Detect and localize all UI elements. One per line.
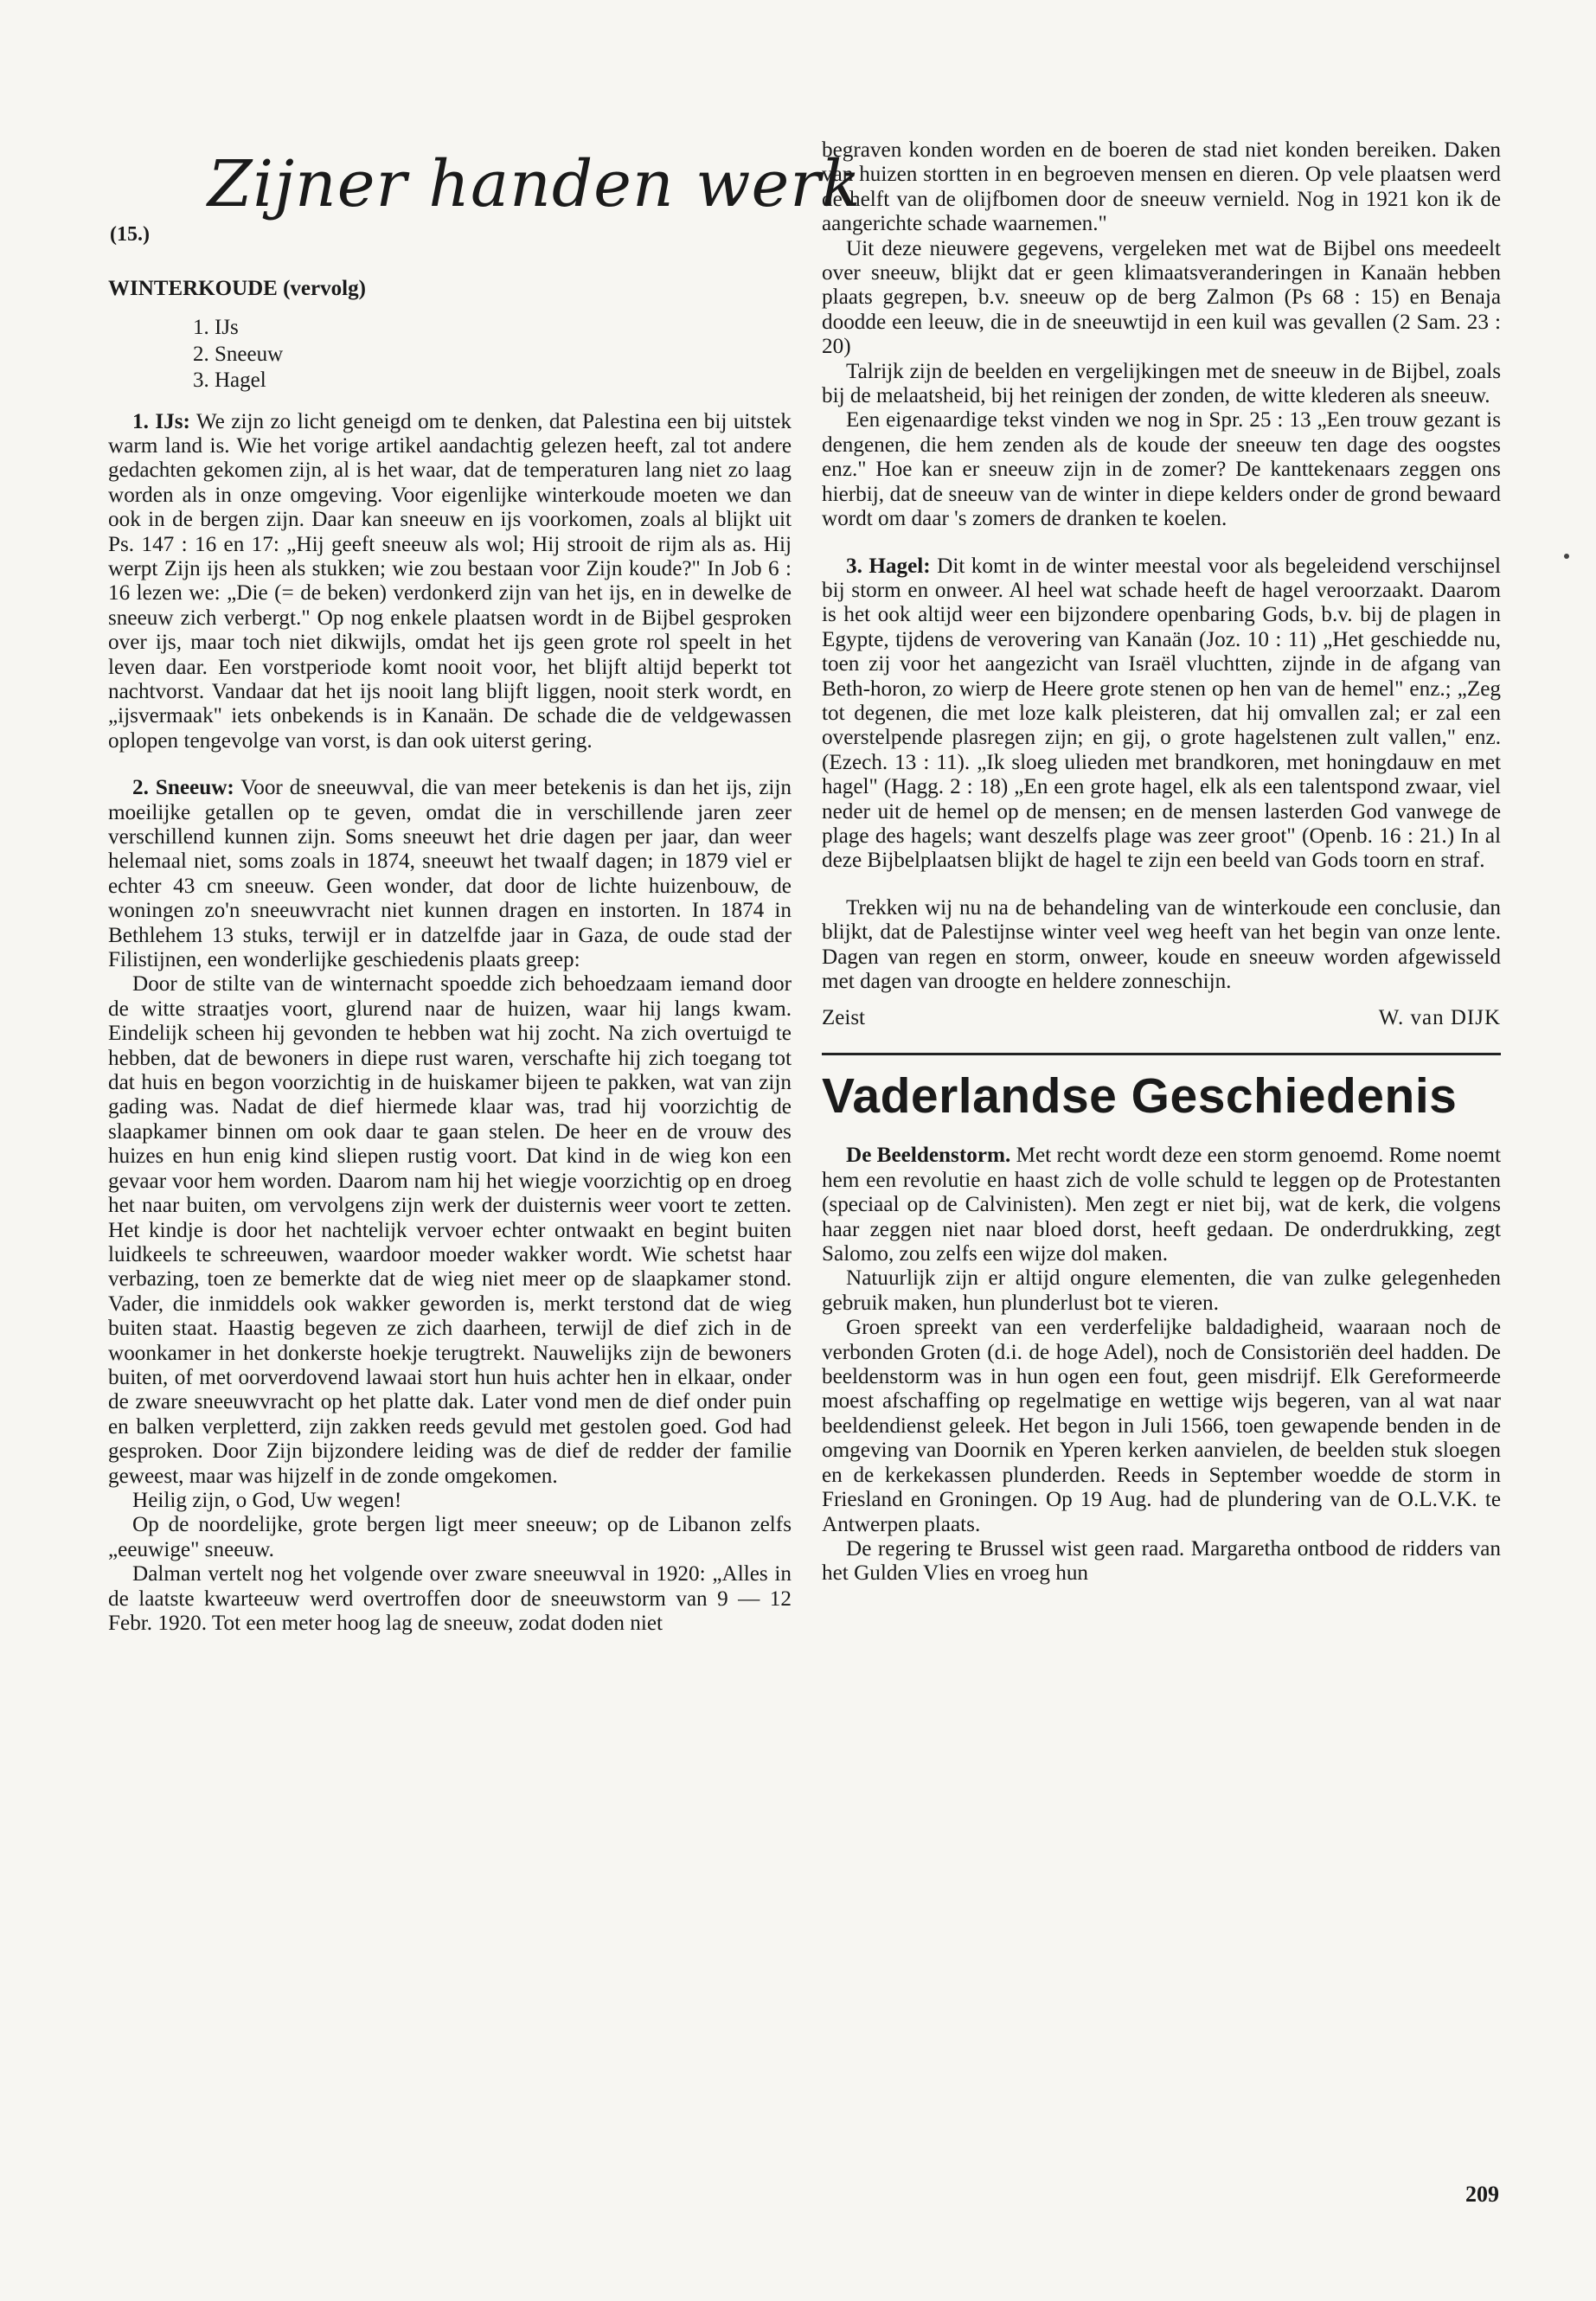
paragraph xyxy=(822,896,1501,995)
article-title: Zijner handen werk xyxy=(208,147,862,221)
paragraph-text: Heilig zijn, o God, Uw wegen! xyxy=(132,1488,402,1512)
paragraph-gap xyxy=(108,753,792,776)
page-number: 209 xyxy=(1465,2182,1499,2207)
paragraph-text: Op de noordelijke, grote bergen ligt meer sneeuw; op de Libanon zelfs „eeuwige" sneeuw. xyxy=(108,1513,792,1561)
paragraph xyxy=(822,554,1501,874)
paragraph-lead: 2. Sneeuw: xyxy=(132,776,234,800)
paragraph-text: Met recht wordt deze een storm genoemd. Rome noemt hem een revolutie en haast zich de volle schuld te leggen op de Protestanten (speciaal op de Calvinisten). Men zegt er niet bij, wat de kerk, die volgens haar zeggen niet naar bloed dorst, heeft gedaan. De onderdrukking, zegt Salomo, zou zelfs een wijze dol maken. xyxy=(822,1144,1501,1266)
paragraph-text: Een eigenaardige tekst vinden we nog in Spr. 25 : 13 „Een trouw gezant is dengenen, die hem zenden als de koude der sneeuw ten dage des oogstes enz." Hoe kan er sneeuw zijn in de zomer? De kanttekenaars zeggen ons hierbij, dat de sneeuw van de winter in diepe kelders onder de grond bewaard wordt om daar 's zomers de dranken te koelen. xyxy=(822,408,1501,531)
topic-item: 3. Hagel xyxy=(193,369,266,392)
paragraph-text: Natuurlijk zijn er altijd ongure elementen, die van zulke gelegenheden gebruik maken, hun plunderlust bot te vieren. xyxy=(822,1266,1501,1315)
paragraph-lead: 3. Hagel: xyxy=(846,554,931,578)
paragraph-text: Talrijk zijn de beelden en vergelijkingen met de sneeuw in de Bijbel, zoals bij de melaatsheid, bij het reinigen der zonden, de witte klederen als sneeuw. xyxy=(822,359,1501,408)
section-title: Vaderlandse Geschiedenis xyxy=(822,1068,1458,1125)
paragraph xyxy=(108,972,792,1489)
paragraph xyxy=(822,1537,1501,1586)
paragraph-text: Uit deze nieuwere gegevens, vergeleken met wat de Bijbel ons meedeelt over sneeuw, blijkt dat er geen klimaatsveranderingen in Kanaän hebben plaats gegrepen, b.v. sneeuw op de berg Zalmon (Ps 68 : 15) en Benaja doodde een leeuw, die in de sneeuwtijd in een kuil was gevallen (2 Sam. 23 : 20) xyxy=(822,236,1501,359)
signature-place: Zeist xyxy=(822,1006,865,1030)
topic-list xyxy=(193,315,792,394)
article-subtitle: WINTERKOUDE (vervolg) xyxy=(108,277,366,300)
paragraph xyxy=(108,1562,792,1636)
section-divider xyxy=(822,1053,1501,1055)
paragraph xyxy=(822,1144,1501,1266)
margin-speck xyxy=(1564,554,1569,559)
section-body xyxy=(822,1144,1501,1586)
paragraph-text: Voor de sneeuwval, die van meer betekenis is dan het ijs, zijn moeilijke getallen op te geven, omdat die in verschillende jaren zeer verschillend kunnen zijn. Soms sneeuwt het drie dagen per jaar, dan weer helemaal niet, soms zoals in 1874, sneeuwt het twaalf dagen; in 1879 viel er echter 43 cm sneeuw. Geen wonder, dat door de lichte huizenbouw, de woningen zo'n sneeuwvracht niet kunnen dragen en instorten. In 1874 in Bethlehem 13 stuks, terwijl er in datzelfde jaar in Gaza, de oude stad der Filistijnen, een wonderlijke geschiedenis plaats greep: xyxy=(108,776,792,972)
paragraph xyxy=(822,408,1501,531)
left-column-body xyxy=(108,410,792,1637)
right-column xyxy=(822,138,1501,1586)
signature-line xyxy=(822,1006,1501,1030)
paragraph-text: Trekken wij nu na de behandeling van de winterkoude een conclusie, dan blijkt, dat de Palestijnse winter veel weg heeft van het begin van onze lente. Dagen van regen en storm, onweer, koude en sneeuw worden afgewisseld met dagen van droogte en heldere zonneschijn. xyxy=(822,895,1501,993)
topic-item: 2. Sneeuw xyxy=(193,342,284,366)
paragraph-lead: 1. IJs: xyxy=(132,409,190,433)
signature-author: W. van DIJK xyxy=(1378,1006,1501,1030)
paragraph xyxy=(822,1266,1501,1316)
paragraph xyxy=(822,138,1501,237)
paragraph xyxy=(822,1316,1501,1537)
paragraph-text: De regering te Brussel wist geen raad. Margaretha ontbood de ridders van het Gulden Vlies en vroeg hun xyxy=(822,1536,1501,1586)
paragraph-gap xyxy=(822,874,1501,896)
paragraph-gap xyxy=(822,532,1501,554)
paragraph-text: Dalman vertelt nog het volgende over zware sneeuwval in 1920: „Alles in de laatste kwarteeuw werd overtroffen door de sneeuwstorm van 9 — 12 Febr. 1920. Tot een meter hoog lag de sneeuw, zodat doden niet xyxy=(108,1562,792,1635)
paragraph-lead: De Beeldenstorm. xyxy=(846,1144,1011,1168)
paragraph xyxy=(108,776,792,972)
paragraph-text: We zijn zo licht geneigd om te denken, dat Palestina een bij uitstek warm land is. Wie het vorige artikel aandachtig gelezen heeft, zal tot andere gedachten gekomen zijn, al is het waar, dat de temperaturen lang niet zo laag worden als in onze omgeving. Voor eigenlijke winterkoude moeten we dan ook in de bergen zijn. Daar kan sneeuw en ijs voorkomen, zoals al blijkt uit Ps. 147 : 16 en 17: „Hij geeft sneeuw als wol; Hij strooit de rijm als as. Hij werpt Zijn ijs heen als stukken; wie zou bestaan voor Zijn koude?" In Job 6 : 16 lezen we: „Die (= de beken) verdonkerd zijn van het ijs, en in dewelke de sneeuw zich verbergt." Op nog enkele plaatsen wordt in de Bijbel gesproken over ijs, maar toch niet dikwijls, omdat het ijs geen grote rol speelt in het leven daar. Een vorstperiode komt nooit voor, het blijft altijd beperkt tot nachtvorst. Vandaar dat het ijs nooit lang blijft liggen, nooit sterk wordt, en „ijsvermaak" iets onbekends is in Kanaän. De schade die de veldgewassen oplopen tengevolge van vorst, is dan ook uiterst gering. xyxy=(108,409,792,753)
paragraph-text: begraven konden worden en de boeren de stad niet konden bereiken. Daken van huizen stortten in en begroeven mensen en dieren. Op vele plaatsen werd de helft van de olijfbomen door de sneeuw vernield. Nog in 1921 kon ik de aangerichte schade waarnemen." xyxy=(822,138,1501,236)
paragraph xyxy=(108,1513,792,1562)
paragraph xyxy=(108,1489,792,1513)
article-header xyxy=(108,138,862,277)
paragraph-text: Groen spreekt van een verderfelijke baldadigheid, waaraan noch de verbonden Groten (d.i. de hoge Adel), noch de Consistoriën deel hadden. De beeldenstorm was in hun ogen een fout, geen misdrijf. Elk Gereformeerde moest afschaffing op regelmatige en wettige wijs begeren, van al wat naar beeldendienst geleek. Het begon in Juli 1566, toen gewapende benden in de omgeving van Doornik en Yperen kerken aanvielen, de beelden stuk sloegen en de kerkekassen plunderden. Reeds in September woedde de storm in Friesland en Groningen. Op 19 Aug. had de plundering van de O.L.V.K. te Antwerpen plaats. xyxy=(822,1316,1501,1536)
paragraph xyxy=(108,410,792,754)
paragraph-text: Door de stilte van de winternacht spoedde zich behoedzaam iemand door de witte straatjes voort, glurend naar de huizen, waar hij langs kwam. Eindelijk scheen hij gevonden te hebben wat hij zocht. Na zich overtuigd te hebben, dat de bewoners in diepe rust waren, verschafte hij zich toegang tot dat huis en begon voorzichtig in de huiskamer bijeen te pakken, wat van zijn gading was. Nadat de dief hiermede klaar was, trad hij voorzichtig de slaapkamer binnen om ook daar te gaan stelen. De heer en de vrouw des huizes en hun enig kind sliepen rustig voort. Dat kind in de wieg kon een gevaar voor hem worden. Daarom nam hij het wiegje voorzichtig op en droeg het naar buiten, om vervolgens zijn werk der duisternis weer voort te zetten. Het kindje is door het nachtelijk vervoer echter ontwaakt en begint buiten luidkeels te schreeuwen, waardoor moeder wakker wordt. Wie schetst haar verbazing, toen ze bemerkte dat de wieg niet meer op de slaapkamer stond. Vader, die inmiddels ook wakker geworden is, merkt terstond dat de wieg buiten staat. Haastig begeven ze zich daarheen, terwijl de dief zich in de woonkamer in het donkerste hoekje terugtrekt. Nauwelijks zijn de bewoners buiten, of met oorverdovend lawaai stort hun huis achter hen in elkaar, onder de zware sneeuwvracht op het platte dak. Later vond men de dief onder puin en balken verpletterd, zijn zakken reeds gevuld met gestolen goed. God had gesproken. Door Zijn bijzondere leiding was de dief de redder der familie geweest, maar was hijzelf in de zonde omgekomen. xyxy=(108,972,792,1488)
paragraph-text: Dit komt in de winter meestal voor als begeleidend verschijnsel bij storm en onweer. Al heel wat schade heeft de hagel veroorzaakt. Daarom is het ook altijd weer een bijzondere openbaring Gods, b.v. bij de plagen in Egypte, tijdens de verovering van Kanaän (Joz. 10 : 11) „Het geschiedde nu, toen zij voor het aangezicht van Israël vluchtten, zijnde in de afgang van Beth-horon, zo wierp de Heere grote stenen op hen van de hemel" enz.; „Zeg tot degenen, die met loze kalk pleisteren, dat hij omvallen zal; er zal een overstelpende plasregen zijn; en gij, o grote hagelstenen zult vallen," enz.(Ezech. 13 : 11). „Ik sloeg ulieden met brandkoren, met honingdauw en met hagel" (Hagg. 2 : 18) „En een grote hagel, elk als een talentspond zwaar, viel neder uit de hemel op de mensen; en de mensen lasterden God vanwege de plage des hagels; want deszelfs plage was zeer groot" (Openb. 16 : 21.) In al deze Bijbelplaatsen blijkt de hagel te zijn een beeld van Gods toorn en straf. xyxy=(822,554,1501,873)
topic-item: 1. IJs xyxy=(193,316,239,339)
paragraph xyxy=(822,360,1501,409)
right-column-body xyxy=(822,138,1501,994)
article-number: (15.) xyxy=(110,223,150,246)
paragraph xyxy=(822,237,1501,360)
